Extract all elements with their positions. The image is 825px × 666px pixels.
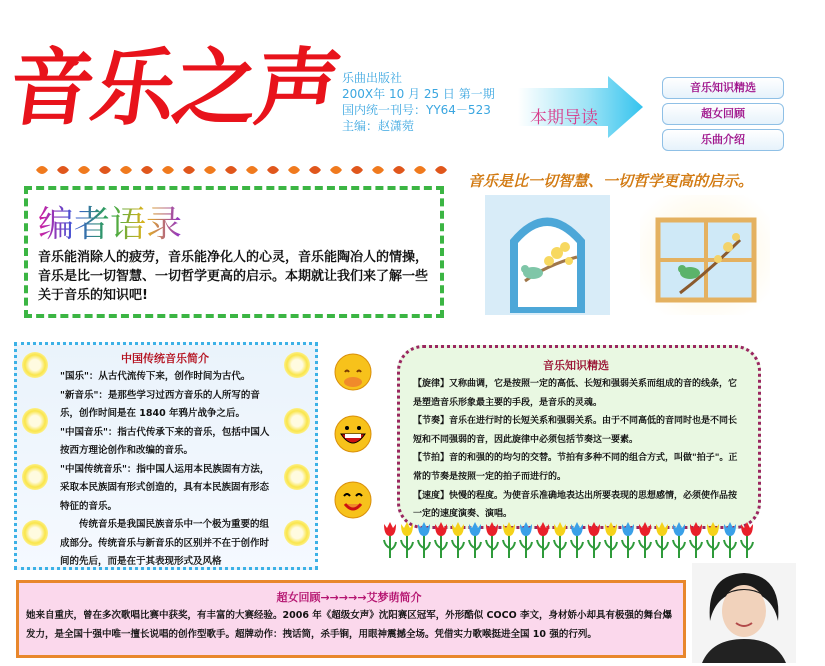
leaf-icon — [351, 166, 363, 174]
laughing-face-icon — [333, 414, 373, 454]
tulip-icon — [724, 522, 736, 558]
tulip-icon — [435, 522, 447, 558]
tulip-icon — [656, 522, 668, 558]
leaf-icon — [120, 166, 132, 174]
nav-item-super-girl[interactable]: 超女回顾 — [662, 103, 784, 125]
masthead — [3, 18, 346, 158]
chinese-music-title: 中国传统音乐简介 — [121, 352, 209, 365]
happy-face-icon — [333, 480, 373, 520]
leaf-icon — [330, 166, 342, 174]
tulip-icon — [571, 522, 583, 558]
paragraph: "国乐"：从古代流传下来，创作时间为古代。 — [60, 371, 251, 382]
leaf-icon — [414, 166, 426, 174]
paragraph: 【速度】快慢的程度。为使音乐准确地表达出所要表现的思想感情，必须使作品按一定的速度演奏、演唱。 — [413, 490, 738, 520]
open-window-bird-illustration — [640, 195, 770, 315]
tulip-icon — [520, 522, 532, 558]
paragraph: 【节拍】音的和强的的均匀的交替。节拍有多种不同的组合方式，叫做"拍子"。正常的节奏是按照一定的拍子而进行的。 — [413, 453, 738, 482]
tulip-icon — [554, 522, 566, 558]
leaf-icon — [36, 166, 48, 174]
tulip-icon — [639, 522, 651, 558]
leaf-icon — [78, 166, 90, 174]
paragraph: "中国音乐"：指古代传承下来的音乐，包括中国人按西方理论创作和改编的音乐。 — [60, 426, 270, 456]
sun-icon — [284, 464, 310, 490]
female-star-body: 她来自重庆，曾在多次歌唱比赛中获奖，有丰富的大赛经验。2006 年《超级女声》沈阳赛区冠军，外形酷似 COCO 李文，身材娇小却具有极强的舞台爆发力，是全国十强中唯一擅长说唱的创作型歌手。超牌动作：拽话筒，杀手锏，用眼神震撼全场。凭借实力歌喉挺进全国 10 强的行列。 — [26, 610, 672, 640]
knowledge-title: 音乐知识精选 — [543, 359, 609, 372]
leaf-icon — [372, 166, 384, 174]
tulip-icon — [401, 522, 413, 558]
tulip-icon — [741, 522, 753, 558]
paragraph: 传统音乐是我国民族音乐中一个极为重要的组成部分。传统音乐与新音乐的区别并不在于创作时间的先后，而是在于其表现形式及风格 — [60, 519, 270, 567]
editor-line: 主编：赵潇菀 — [342, 119, 415, 133]
tulip-icon — [605, 522, 617, 558]
leaf-icon — [99, 166, 111, 174]
tulip-icon — [418, 522, 430, 558]
sun-icon — [284, 408, 310, 434]
leaf-icon — [225, 166, 237, 174]
singer-portrait-photo — [692, 563, 796, 663]
leaf-icon — [162, 166, 174, 174]
tulip-border-decoration — [382, 518, 762, 560]
leaf-icon — [183, 166, 195, 174]
header-quote: 音乐是比一切智慧、一切哲学更高的启示。 — [468, 172, 754, 190]
leaf-icon — [288, 166, 300, 174]
publisher-line: 乐曲出版社 — [342, 71, 403, 85]
guide-label: 本期导读 — [530, 108, 598, 128]
tulip-icon — [486, 522, 498, 558]
masthead-title: 音乐之声 — [3, 38, 346, 137]
leaf-icon — [393, 166, 405, 174]
issn-line: 国内统一刊号：YY64－523 — [342, 103, 491, 117]
leaf-icon — [246, 166, 258, 174]
sun-icon — [22, 464, 48, 490]
editor-title: 编者语录 — [38, 196, 182, 247]
knowledge-body — [413, 375, 745, 524]
tulip-icon — [452, 522, 464, 558]
nav-item-songs[interactable]: 乐曲介绍 — [662, 129, 784, 151]
shy-face-icon — [333, 352, 373, 392]
chinese-music-body — [60, 368, 278, 572]
tulip-icon — [469, 522, 481, 558]
date-line: 200X年 10 月 25 日 第一期 — [342, 87, 495, 101]
arched-window-bird-illustration — [485, 195, 610, 315]
paragraph: "中国传统音乐"：指中国人运用本民族固有方法，采取本民族固有形式创造的，具有本民族固有形态特征的音乐。 — [60, 463, 270, 512]
sun-icon — [284, 352, 310, 378]
sun-icon — [284, 520, 310, 546]
sun-icon — [22, 520, 48, 546]
sun-icon — [22, 352, 48, 378]
leaf-icon — [309, 166, 321, 174]
leaf-icon — [267, 166, 279, 174]
leaf-icon — [204, 166, 216, 174]
tulip-icon — [537, 522, 549, 558]
tulip-icon — [588, 522, 600, 558]
tulip-icon — [622, 522, 634, 558]
tulip-icon — [384, 522, 396, 558]
female-star-title: 超女回顾→→→→→艾梦萌简介 — [276, 591, 422, 604]
publication-info — [342, 70, 522, 134]
tulip-icon — [673, 522, 685, 558]
tulip-icon — [690, 522, 702, 558]
leaf-icon — [141, 166, 153, 174]
sun-icon — [22, 408, 48, 434]
leaf-icon — [435, 166, 447, 174]
leaf-icon — [57, 166, 69, 174]
editor-body: 音乐能消除人的疲劳，音乐能净化人的心灵，音乐能陶冶人的情操，音乐是比一切智慧、一切哲学更高的启示。本期就让我们来了解一些关于音乐的知识吧! — [38, 250, 429, 303]
nav-item-knowledge[interactable]: 音乐知识精选 — [662, 77, 784, 99]
paragraph: "新音乐"：是那些学习过西方音乐的人所写的音乐，创作时间是在 1840 年鸦片战争之后。 — [60, 389, 260, 419]
tulip-icon — [707, 522, 719, 558]
leaf-garland-divider — [30, 162, 450, 178]
paragraph: 【节奏】音乐在进行时的长短关系和强弱关系。由于不同高低的音同时也是不同长短和不同强弱的音，因此旋律中必须包括节奏这一要素。 — [413, 416, 738, 445]
tulip-icon — [503, 522, 515, 558]
paragraph: 【旋律】又称曲调，它是按照一定的高低、长短和强弱关系而组成的音的线条，它是塑造音乐形象最主要的手段，是音乐的灵魂。 — [413, 379, 738, 408]
